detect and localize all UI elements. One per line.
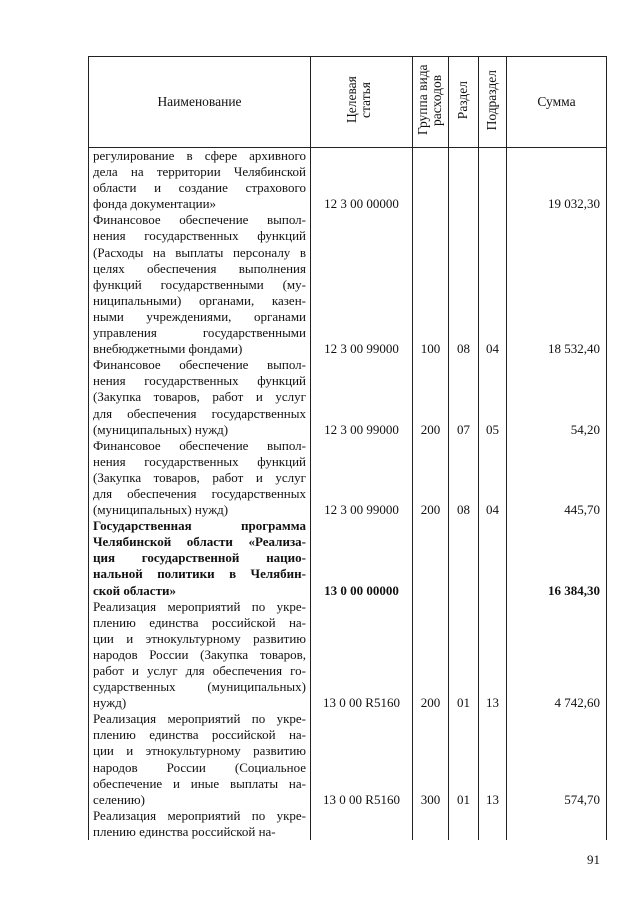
row-name-line: нужд) xyxy=(93,695,127,711)
table-header-row xyxy=(89,57,607,148)
row-name-line: обеспечение и иные выплаты на- xyxy=(93,775,306,791)
row-subsection-cell: 05 xyxy=(479,357,507,437)
row-group-cell: 200 xyxy=(413,357,449,437)
header-sum: Сумма xyxy=(507,57,607,148)
row-name-line: народов России (Социальное xyxy=(93,759,306,775)
row-section-cell: 08 xyxy=(449,438,479,518)
row-name-line: нения государственных функций xyxy=(93,228,306,244)
row-sum-cell: 18 532,40 xyxy=(507,212,607,357)
row-name-line: нения государственных функций xyxy=(93,373,306,389)
table-row xyxy=(89,599,607,712)
row-name-line: селению) xyxy=(93,791,145,807)
row-sum-cell: 4 742,60 xyxy=(507,599,607,712)
table-row xyxy=(89,808,607,840)
row-name-line: плению единства российской на- xyxy=(93,823,276,839)
row-name-line: (муниципальных) нужд) xyxy=(93,421,229,437)
row-subsection-cell xyxy=(479,808,507,840)
row-target-cell: 13 0 00 R5160 xyxy=(311,711,413,808)
row-name-cell xyxy=(89,599,311,712)
row-name-line: плению единства российской на- xyxy=(93,614,306,630)
row-name-line: Финансовое обеспечение выпол- xyxy=(93,437,306,453)
row-section-cell xyxy=(449,148,479,213)
row-name-line: управления государственными xyxy=(93,325,306,341)
row-name-line: сударственных (муниципальных) xyxy=(93,679,306,695)
row-sum-cell xyxy=(507,808,607,840)
row-name-line: Челябинской области «Реализа- xyxy=(93,534,306,550)
row-group-cell xyxy=(413,148,449,213)
row-section-cell: 08 xyxy=(449,212,479,357)
row-name-line: ской области» xyxy=(93,582,176,598)
header-name: Наименование xyxy=(89,57,311,148)
row-name-line: ции и этнокультурному развитию xyxy=(93,630,306,646)
header-target: Целевая статья xyxy=(311,57,413,148)
header-group: Группа вида расходов xyxy=(413,57,449,148)
row-name-line: ными учреждениями, органами xyxy=(93,308,306,324)
budget-table xyxy=(88,56,607,840)
row-target-cell: 13 0 00 00000 xyxy=(311,518,413,598)
row-group-cell: 300 xyxy=(413,711,449,808)
row-target-cell: 12 3 00 99000 xyxy=(311,438,413,518)
row-target-cell: 12 3 00 99000 xyxy=(311,357,413,437)
row-sum-cell: 574,70 xyxy=(507,711,607,808)
row-section-cell xyxy=(449,518,479,598)
table-row xyxy=(89,212,607,357)
budget-table-sheet xyxy=(88,56,606,839)
row-name-cell xyxy=(89,808,311,840)
table-row xyxy=(89,357,607,437)
row-subsection-cell: 13 xyxy=(479,599,507,712)
row-name-cell xyxy=(89,711,311,808)
row-name-line: ниципальными) органами, казен- xyxy=(93,292,306,308)
row-name-line: нальной политики в Челябин- xyxy=(93,566,306,582)
row-target-cell: 12 3 00 99000 xyxy=(311,212,413,357)
row-name-line: дела на территории Челябинской xyxy=(93,164,306,180)
row-target-cell: 13 0 00 R5160 xyxy=(311,599,413,712)
row-name-line: Финансовое обеспечение выпол- xyxy=(93,212,306,228)
row-group-cell: 200 xyxy=(413,438,449,518)
row-name-line: (Расходы на выплаты персоналу в xyxy=(93,244,306,260)
row-name-line: народов России (Закупка товаров, xyxy=(93,646,306,662)
row-group-cell xyxy=(413,808,449,840)
row-subsection-cell: 13 xyxy=(479,711,507,808)
row-name-line: работ и услуг для обеспечения го- xyxy=(93,663,306,678)
row-target-cell: 12 3 00 00000 xyxy=(311,148,413,213)
row-subsection-cell: 04 xyxy=(479,438,507,518)
row-subsection-cell xyxy=(479,518,507,598)
row-name-line: ции и этнокультурному развитию xyxy=(93,743,306,759)
table-row xyxy=(89,438,607,518)
row-section-cell: 01 xyxy=(449,599,479,712)
table-row xyxy=(89,711,607,808)
row-name-line: для обеспечения государственных xyxy=(93,405,306,421)
row-name-line: Реализация мероприятий по укре- xyxy=(93,711,306,727)
row-name-line: Реализация мероприятий по укре- xyxy=(93,807,306,823)
row-name-line: (Закупка товаров, работ и услуг xyxy=(93,469,306,485)
row-name-line: фонда документации» xyxy=(93,196,217,212)
row-name-cell xyxy=(89,212,311,357)
row-group-cell: 100 xyxy=(413,212,449,357)
row-name-cell xyxy=(89,438,311,518)
row-group-cell xyxy=(413,518,449,598)
row-name-cell xyxy=(89,357,311,437)
row-name-line: области и создание страхового xyxy=(93,180,306,196)
row-name-line: функций государственными (му- xyxy=(93,276,306,292)
row-name-line: Финансовое обеспечение выпол- xyxy=(93,357,306,373)
row-sum-cell: 445,70 xyxy=(507,438,607,518)
row-sum-cell: 19 032,30 xyxy=(507,148,607,213)
row-section-cell: 01 xyxy=(449,711,479,808)
row-name-line: внебюджетными фондами) xyxy=(93,341,243,357)
row-name-line: ция государственной нацио- xyxy=(93,550,306,566)
row-name-line: (Закупка товаров, работ и услуг xyxy=(93,389,306,405)
table-row xyxy=(89,518,607,598)
row-section-cell xyxy=(449,808,479,840)
row-target-cell xyxy=(311,808,413,840)
row-name-line: регулирование в сфере архивного xyxy=(93,148,306,163)
row-name-line: для обеспечения государственных xyxy=(93,485,306,501)
row-name-cell xyxy=(89,148,311,213)
row-section-cell: 07 xyxy=(449,357,479,437)
table-row xyxy=(89,148,607,213)
row-name-line: плению единства российской на- xyxy=(93,727,306,743)
row-subsection-cell xyxy=(479,148,507,213)
row-sum-cell: 16 384,30 xyxy=(507,518,607,598)
header-section: Раздел xyxy=(449,57,479,148)
row-subsection-cell: 04 xyxy=(479,212,507,357)
row-name-line: (муниципальных) нужд) xyxy=(93,502,229,518)
row-name-line: Реализация мероприятий по укре- xyxy=(93,598,306,614)
row-name-line: Государственная программа xyxy=(93,518,306,534)
row-name-cell xyxy=(89,518,311,598)
table-body xyxy=(89,148,607,841)
page-number: 91 xyxy=(587,852,600,867)
row-name-line: целях обеспечения выполнения xyxy=(93,260,306,276)
row-name-line: нения государственных функций xyxy=(93,453,306,469)
row-group-cell: 200 xyxy=(413,599,449,712)
header-subsection: Подраздел xyxy=(479,57,507,148)
row-sum-cell: 54,20 xyxy=(507,357,607,437)
